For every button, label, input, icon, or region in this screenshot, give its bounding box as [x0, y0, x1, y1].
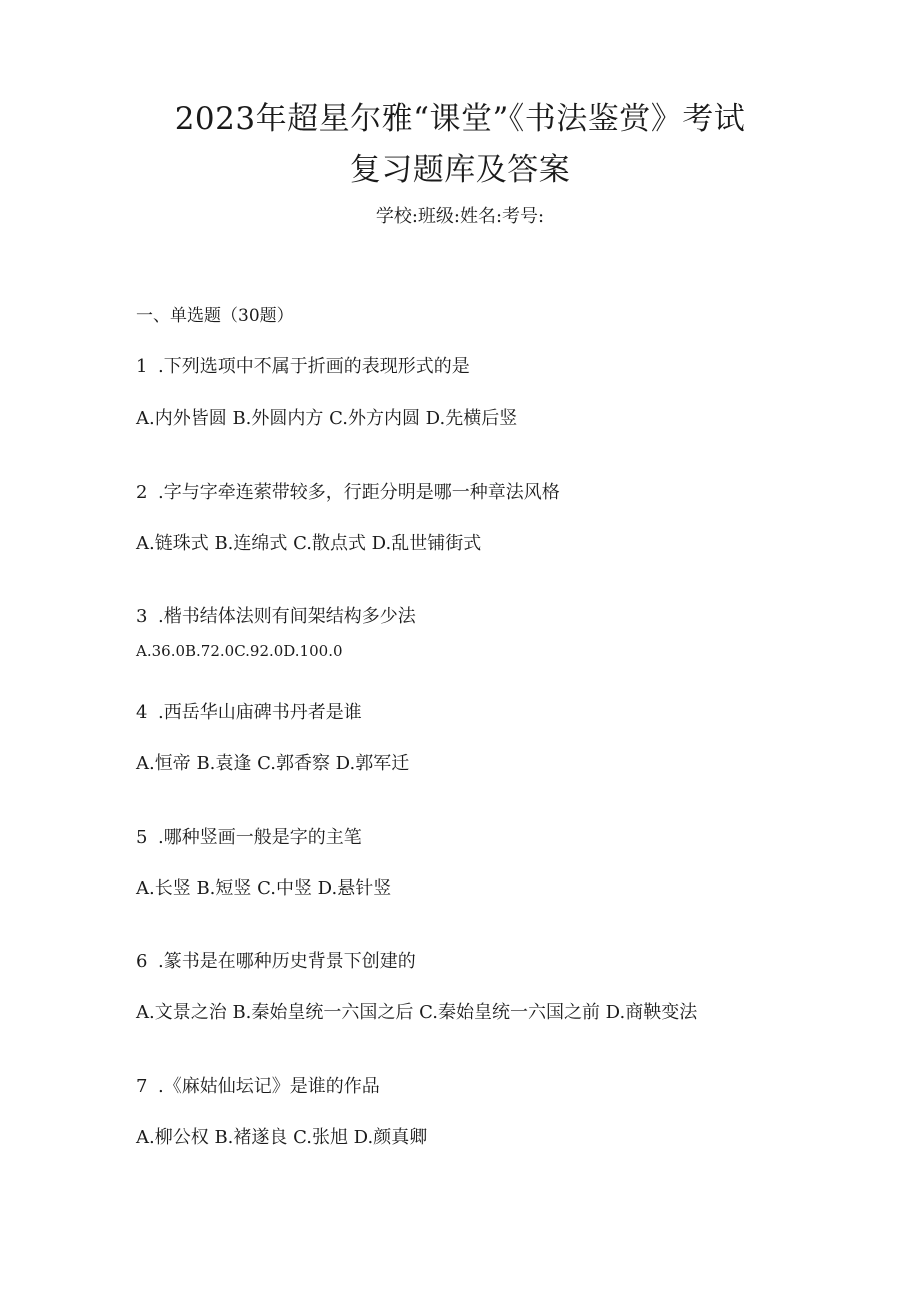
question-text: .楷书结体法则有间架结构多少法 — [158, 606, 416, 627]
question-5 — [136, 823, 362, 849]
question-number: 7 — [136, 1076, 148, 1097]
question-6-options: A.文景之治 B.秦始皇统一六国之后 C.秦始皇统一六国之前 D.商鞅变法 — [136, 1002, 698, 1023]
question-7-options: A.柳公权 B.褚遂良 C.张旭 D.颜真卿 — [136, 1127, 428, 1148]
question-3-options: A.36.0B.72.0C.92.0D.100.0 — [136, 642, 343, 660]
document-title-line-2: 复习题库及答案 — [349, 152, 571, 188]
question-number: 2 — [136, 482, 148, 503]
question-text: .字与字牵连萦带较多，行距分明是哪一种章法风格 — [158, 482, 560, 503]
question-number: 6 — [136, 951, 148, 972]
question-number: 3 — [136, 606, 148, 627]
question-text: .西岳华山庙碑书丹者是谁 — [158, 702, 362, 723]
question-7 — [136, 1072, 380, 1098]
question-text: .下列选项中不属于折画的表现形式的是 — [158, 356, 470, 377]
question-2 — [136, 478, 560, 504]
question-3 — [136, 602, 416, 628]
question-4-options: A.恒帝 B.袁逢 C.郭香察 D.郭军迁 — [136, 753, 410, 774]
question-text: .篆书是在哪种历史背景下创建的 — [158, 951, 416, 972]
student-info-line: 学校:班级:姓名:考号: — [375, 206, 545, 227]
question-number: 1 — [136, 356, 148, 377]
question-2-options: A.链珠式 B.连绵式 C.散点式 D.乱世铺街式 — [136, 533, 482, 554]
question-4 — [136, 698, 362, 724]
section-heading: 一、单选题（30题） — [136, 306, 294, 326]
question-1 — [136, 352, 470, 378]
question-5-options: A.长竖 B.短竖 C.中竖 D.悬针竖 — [136, 878, 392, 899]
question-text: .《麻姑仙坛记》是谁的作品 — [158, 1076, 380, 1097]
question-number: 4 — [136, 702, 148, 723]
question-1-options: A.内外皆圆 B.外圆内方 C.外方内圆 D.先横后竖 — [136, 408, 518, 429]
question-6 — [136, 947, 416, 973]
question-text: .哪种竖画一般是字的主笔 — [158, 827, 362, 848]
question-number: 5 — [136, 827, 148, 848]
document-title-line-1: 2023年超星尔雅“课堂”《书法鉴赏》考试 — [174, 101, 746, 137]
